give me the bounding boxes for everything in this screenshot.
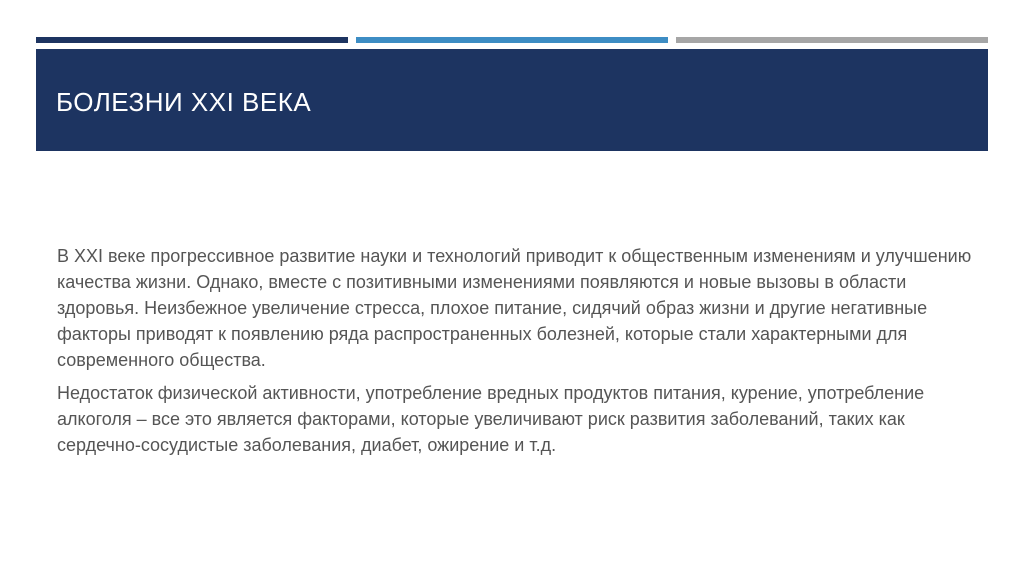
title-banner (36, 49, 988, 151)
slide-title: БОЛЕЗНИ XXI ВЕКА (56, 86, 312, 117)
slide-body (57, 243, 977, 465)
accent-bar-dark-blue (36, 37, 348, 43)
body-paragraph-1: В XXI веке прогрессивное развитие науки и технологий приводит к общественным изменениям и улучшению качества жизни. Однако, вместе с позитивными изменениями появляются и новые вызовы в области здоровья. Неизбежное увеличение стресса, плохое питание, сидячий образ жизни и другие негативные факторы приводят к появлению ряда распространенных болезней, которые стали характерными для современного общества. (57, 246, 972, 370)
accent-bar-gray (676, 37, 988, 43)
body-paragraph-2: Недостаток физической активности, употребление вредных продуктов питания, курение, употребление алкоголя – все это является факторами, которые увеличивают риск развития заболеваний, таких как сердечно-сосудистые заболевания, диабет, ожирение и т.д. (57, 383, 925, 455)
accent-bar-light-blue (356, 37, 668, 43)
